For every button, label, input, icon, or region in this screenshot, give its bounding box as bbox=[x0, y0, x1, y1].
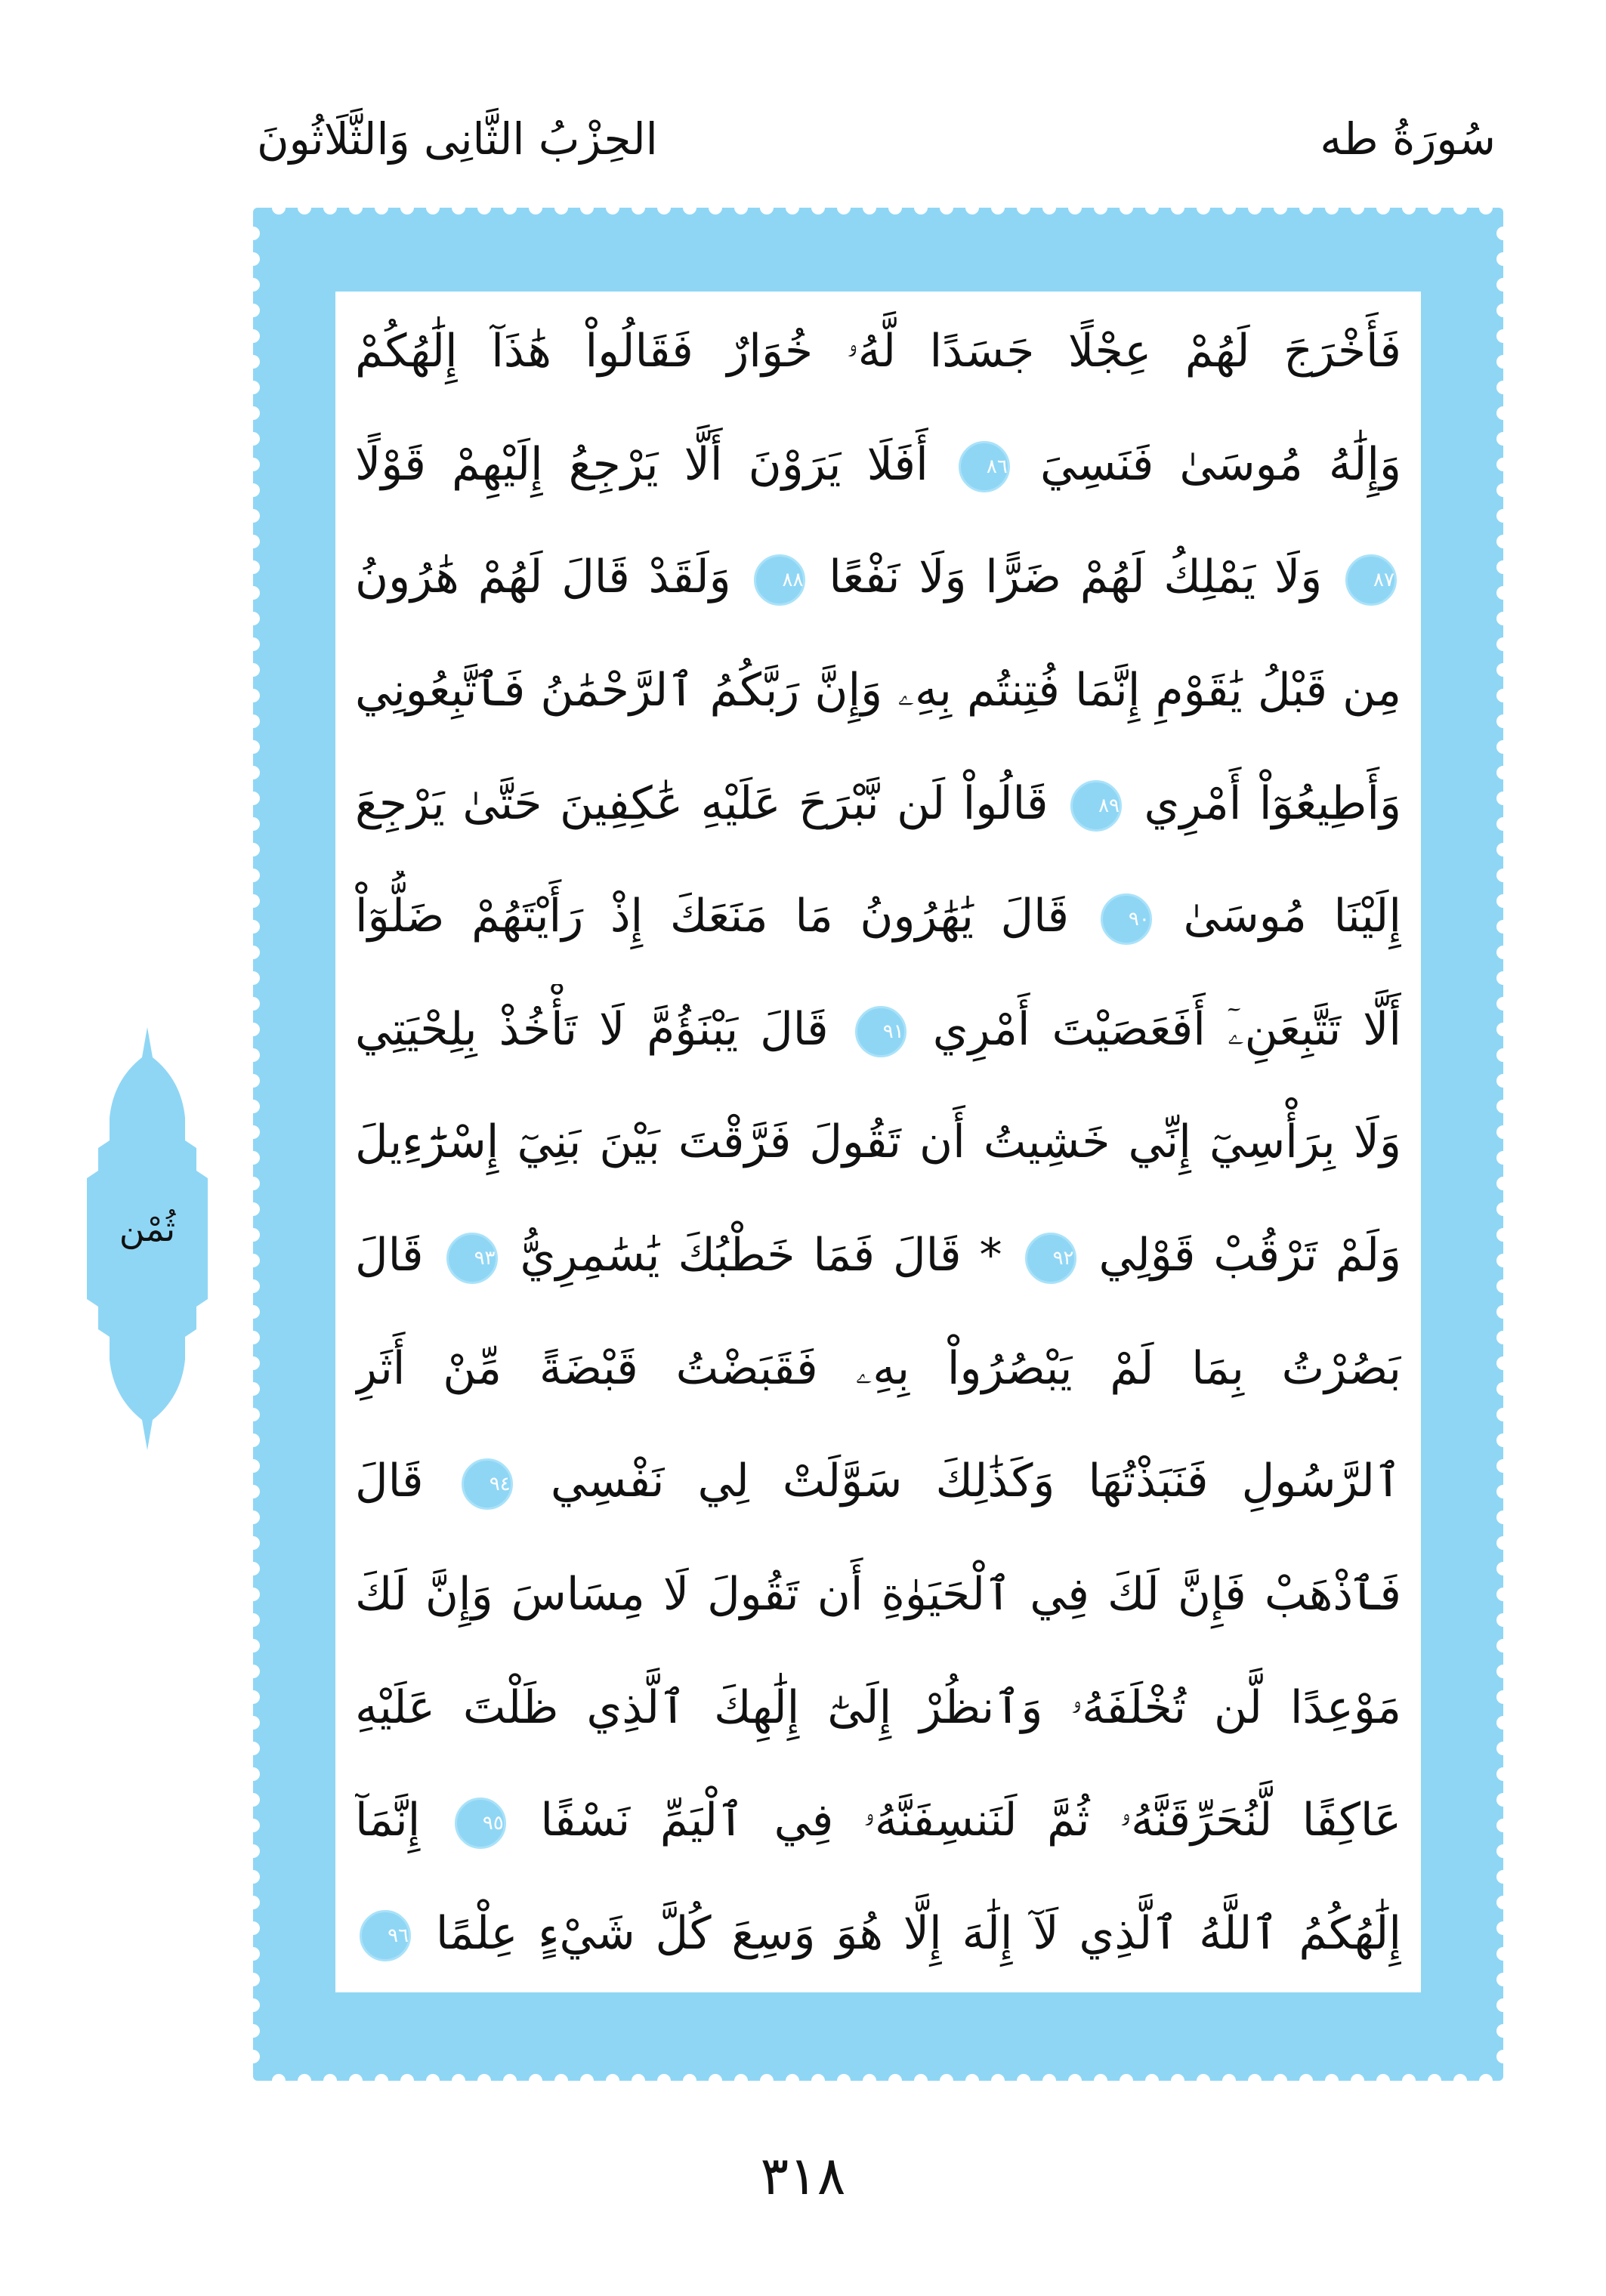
text-line-11 bbox=[355, 1436, 1401, 1526]
ayah-number-marker: ٨٧ bbox=[1345, 554, 1397, 606]
text-line-10 bbox=[355, 1323, 1401, 1414]
verse-text: فَٱذْهَبْ فَإِنَّ لَكَ فِي ٱلْحَيَوٰةِ أَن تَقُولَ لَا مِسَاسَ وَإِنَّ لَكَ bbox=[355, 1568, 1401, 1622]
text-line-7 bbox=[355, 984, 1401, 1075]
verse-text: مَوْعِدًا لَّن تُخْلَفَهُۥ وَٱنظُرْ إِلَىٰٓ إِلَٰهِكَ ٱلَّذِي ظَلْتَ عَلَيْهِ bbox=[355, 1680, 1401, 1734]
quran-text bbox=[355, 306, 1401, 1979]
verse-text: إِلَٰهُكُمُ ٱللَّهُ ٱلَّذِي لَآ إِلَٰهَ إِلَّا هُوَ وَسِعَ كُلَّ شَيْءٍ عِلْمًا bbox=[435, 1906, 1401, 1960]
text-line-13 bbox=[355, 1662, 1401, 1753]
text-line-1 bbox=[355, 306, 1401, 397]
verse-text: إِنَّمَآ bbox=[355, 1794, 421, 1847]
text-line-12 bbox=[355, 1549, 1401, 1640]
ayah-number-marker: ٩٤ bbox=[462, 1458, 513, 1510]
verse-text: مِن قَبْلُ يَٰقَوْمِ إِنَّمَا فُتِنتُم بِهِۦ وَإِنَّ رَبَّكُمُ ٱلرَّحْمَٰنُ فَٱتَّبِعُونِي bbox=[355, 663, 1401, 717]
text-line-2 bbox=[355, 419, 1401, 510]
ayah-number-marker: ٨٩ bbox=[1070, 780, 1122, 832]
ayah-number-marker: ٩٥ bbox=[455, 1798, 506, 1849]
ayah-number-marker: ٩٦ bbox=[360, 1910, 411, 1961]
verse-text: قَالَ يَبْنَؤُمَّ لَا تَأْخُذْ بِلِحْيَتِي bbox=[355, 1002, 829, 1056]
verse-text: أَفَلَا يَرَوْنَ أَلَّا يَرْجِعُ إِلَيْهِمْ قَوْلًا bbox=[355, 437, 928, 491]
verse-text: وَأَطِيعُوٓاْ أَمْرِي bbox=[1144, 776, 1401, 830]
ayah-number-marker: ٩١ bbox=[855, 1006, 906, 1057]
ayah-number-marker: ٩٢ bbox=[1025, 1233, 1076, 1284]
text-line-4 bbox=[355, 645, 1401, 736]
verse-text: * قَالَ فَمَا خَطْبُكَ يَٰسَٰمِرِيُّ bbox=[520, 1229, 1002, 1282]
text-line-8 bbox=[355, 1097, 1401, 1187]
verse-text: ٱلرَّسُولِ فَنَبَذْتُهَا وَكَذَٰلِكَ سَوَّلَتْ لِي نَفْسِي bbox=[550, 1455, 1401, 1508]
ayah-number-marker: ٨٦ bbox=[959, 441, 1010, 492]
ayah-number-marker: ٩٣ bbox=[446, 1233, 498, 1284]
verse-text: وَلَا بِرَأْسِيٓ إِنِّي خَشِيتُ أَن تَقُولَ فَرَّقْتَ بَيْنَ بَنِيٓ إِسْرَٰٓءِيلَ bbox=[355, 1116, 1401, 1169]
text-line-3 bbox=[355, 532, 1401, 622]
verse-text: إِلَيْنَا مُوسَىٰ bbox=[1183, 890, 1401, 943]
verse-text: أَلَّا تَتَّبِعَنِۦٓ أَفَعَصَيْتَ أَمْرِي bbox=[932, 1002, 1401, 1056]
text-line-15 bbox=[355, 1888, 1401, 1979]
verse-text: وَلَقَدْ قَالَ لَهُمْ هَٰرُونُ bbox=[355, 551, 731, 604]
verse-text: فَأَخْرَجَ لَهُمْ عِجْلًا جَسَدًا لَّهُۥ خُوَارٌ فَقَالُواْ هَٰذَآ إِلَٰهُكُمْ bbox=[355, 325, 1401, 378]
verse-text: عَاكِفًا لَّنُحَرِّقَنَّهُۥ ثُمَّ لَنَنسِفَنَّهُۥ فِي ٱلْيَمِّ نَسْفًا bbox=[540, 1794, 1401, 1847]
text-line-14 bbox=[355, 1775, 1401, 1866]
verse-text: وَلَمْ تَرْقُبْ قَوْلِي bbox=[1098, 1229, 1401, 1282]
verse-text: بَصُرْتُ بِمَا لَمْ يَبْصُرُواْ بِهِۦ فَقَبَضْتُ قَبْضَةً مِّنْ أَثَرِ bbox=[355, 1341, 1401, 1395]
verse-text: قَالَ bbox=[355, 1455, 424, 1508]
page-header bbox=[257, 113, 1496, 181]
hizb-title: الحِزْبُ الثَّانِى وَالثَّلَاثُونَ bbox=[257, 113, 658, 165]
ayah-number-marker: ٨٨ bbox=[754, 554, 805, 606]
verse-text: وَلَا يَمْلِكُ لَهُمْ ضَرًّا وَلَا نَفْعًا bbox=[829, 551, 1323, 604]
verse-text: قَالَ bbox=[355, 1229, 424, 1282]
text-line-9 bbox=[355, 1210, 1401, 1301]
page-number: ٣١٨ bbox=[760, 2145, 846, 2207]
text-line-6 bbox=[355, 871, 1401, 961]
thumn-margin-marker bbox=[83, 1027, 212, 1450]
verse-text: قَالَ يَٰهَٰرُونُ مَا مَنَعَكَ إِذْ رَأَيْتَهُمْ ضَلُّوٓاْ bbox=[355, 890, 1070, 943]
verse-text: قَالُواْ لَن نَّبْرَحَ عَلَيْهِ عَٰكِفِينَ حَتَّىٰ يَرْجِعَ bbox=[355, 776, 1049, 830]
surah-title: سُورَةُ طه bbox=[1320, 113, 1496, 165]
verse-text: وَإِلَٰهُ مُوسَىٰ فَنَسِيَ bbox=[1039, 437, 1401, 491]
thumn-label: ثُمْن bbox=[119, 1208, 176, 1249]
text-line-5 bbox=[355, 758, 1401, 849]
ayah-number-marker: ٩٠ bbox=[1101, 893, 1152, 945]
